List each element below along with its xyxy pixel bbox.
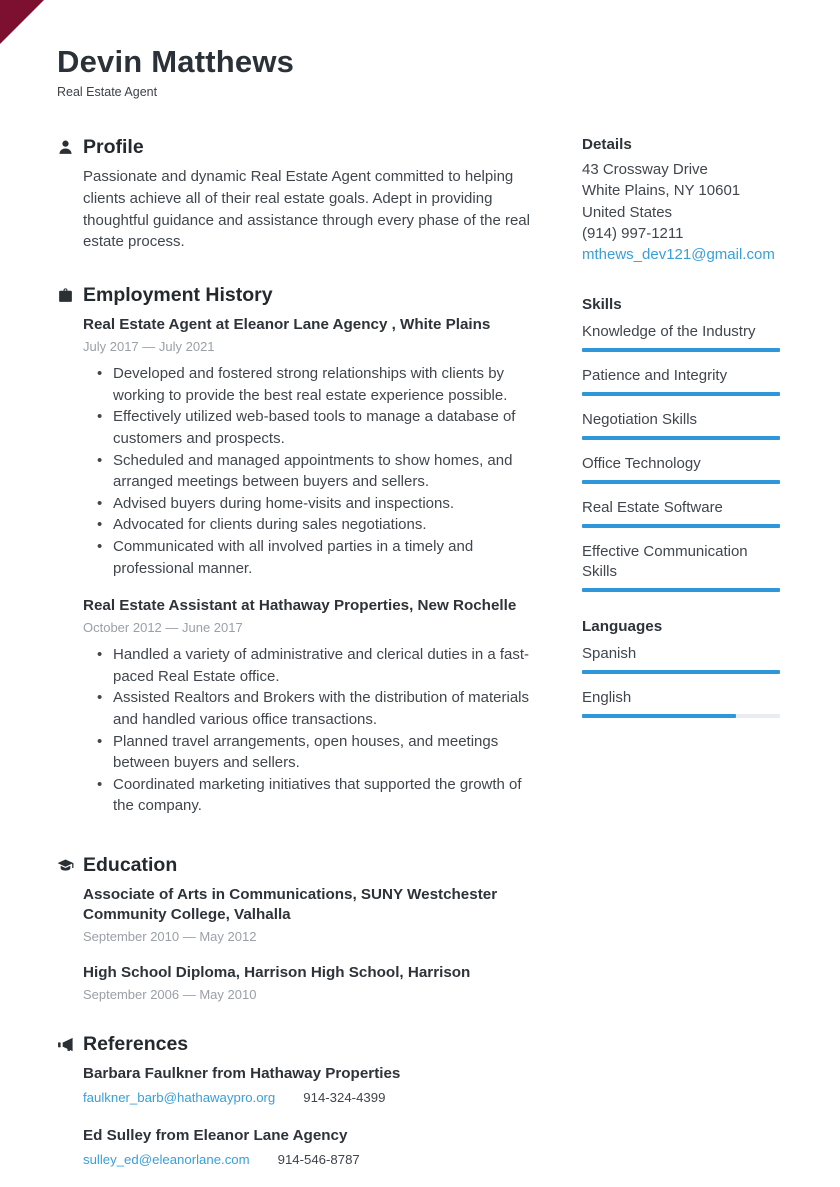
job-entry [83,596,533,817]
skill-level-bar [582,588,780,592]
job-title: Real Estate Assistant at Hathaway Properties, New Rochelle [83,597,517,615]
megaphone-icon [57,1036,74,1053]
reference-email-link[interactable]: faulkner_barb@hathawaypro.org [83,1089,276,1105]
skill-label: Effective Communication Skills [582,543,748,581]
address-line-2: White Plains, NY 10601 [582,182,741,200]
section-education [57,854,533,1002]
language-item [582,688,780,718]
languages-section [582,618,780,718]
education-title: High School Diploma, Harrison High School, Harrison [83,963,471,981]
main-column [57,136,533,1167]
job-bullet: • Assisted Realtors and Brokers with the distribution of materials and handled various office transactions. [83,687,533,730]
education-heading: Education [83,853,178,876]
job-bullet-list [83,644,533,817]
education-entry [83,885,533,944]
job-title: Real Estate Agent at Eleanor Lane Agency , White Plains [83,316,491,334]
skill-item [582,542,780,592]
section-references [57,1033,533,1167]
job-bullet: • Communicated with all involved parties in a timely and professional manner. [83,536,533,579]
graduation-cap-icon [57,857,74,874]
skill-label: Negotiation Skills [582,411,698,429]
details-heading: Details [582,136,632,153]
reference-entry [83,1064,533,1105]
job-bullet: • Scheduled and managed appointments to show homes, and arranged meetings between buyers and sellers. [83,450,533,493]
job-bullet: • Planned travel arrangements, open houses, and meetings between buyers and sellers. [83,731,533,774]
section-employment-history [57,284,533,817]
language-level-bar [582,670,780,674]
reference-phone: 914-324-4399 [303,1089,386,1105]
skill-item [582,454,780,484]
email-link[interactable]: mthews_dev121@gmail.com [582,246,775,264]
skill-item [582,366,780,396]
language-item [582,644,780,674]
profile-heading: Profile [83,136,144,158]
skill-label: Knowledge of the Industry [582,323,756,341]
language-label: Spanish [582,645,637,663]
reference-name: Ed Sulley from Eleanor Lane Agency [83,1126,348,1144]
profile-text: Passionate and dynamic Real Estate Agent committed to helping clients achieve all of their real estate goals. Adept in providing thoughtful guidance and assistance through every phase of the real estate process. [83,168,530,251]
skill-level-bar [582,436,780,440]
phone-number: (914) 997-1211 [582,224,684,242]
candidate-job-title: Real Estate Agent [57,85,158,99]
address-line-1: 43 Crossway Drive [582,161,708,178]
skill-level-bar [582,480,780,484]
candidate-name: Devin Matthews [57,44,295,79]
skill-level-bar [582,348,780,352]
reference-name: Barbara Faulkner from Hathaway Properties [83,1064,401,1082]
languages-heading: Languages [582,618,663,636]
skill-item [582,322,780,352]
skill-item [582,498,780,528]
employment-heading: Employment History [83,284,273,307]
reference-entry [83,1126,533,1167]
reference-phone: 914-546-8787 [277,1151,360,1167]
details-section [582,136,780,265]
skill-item [582,410,780,440]
language-label: English [582,689,632,707]
education-entry [83,963,533,1002]
job-dates: July 2017 — July 2021 [83,339,215,355]
skill-label: Real Estate Software [582,499,723,517]
address-country: United States [582,203,673,221]
reference-email-link[interactable]: sulley_ed@eleanorlane.com [83,1151,250,1167]
education-title: Associate of Arts in Communications, SUNY Westchester Community College, Valhalla [83,885,498,923]
job-bullet-list [83,363,533,579]
references-heading: References [83,1032,189,1055]
education-dates: September 2006 — May 2010 [83,986,257,1002]
person-icon [57,139,74,156]
skills-heading: Skills [582,296,622,314]
skill-level-bar [582,392,780,396]
skill-label: Office Technology [582,455,701,473]
language-level-bar [582,714,780,718]
corner-fold-decoration [0,0,44,44]
job-dates: October 2012 — June 2017 [83,620,243,636]
job-bullet: • Handled a variety of administrative and clerical duties in a fast-paced Real Estate office. [83,644,533,687]
skill-level-bar [582,524,780,528]
job-bullet: • Developed and fostered strong relationships with clients by working to provide the best real estate experience possible. [83,363,533,406]
job-entry [83,315,533,579]
education-dates: September 2010 — May 2012 [83,928,257,944]
section-profile [57,136,533,253]
skill-label: Patience and Integrity [582,367,728,385]
skills-section [582,296,780,592]
job-bullet: • Advocated for clients during sales negotiations. [83,514,533,536]
sidebar [582,136,780,1167]
briefcase-icon [57,287,74,304]
job-bullet: • Advised buyers during home-visits and inspections. [83,493,533,515]
job-bullet: • Effectively utilized web-based tools to manage a database of customers and prospects. [83,406,533,449]
job-bullet: • Coordinated marketing initiatives that supported the growth of the company. [83,774,533,817]
